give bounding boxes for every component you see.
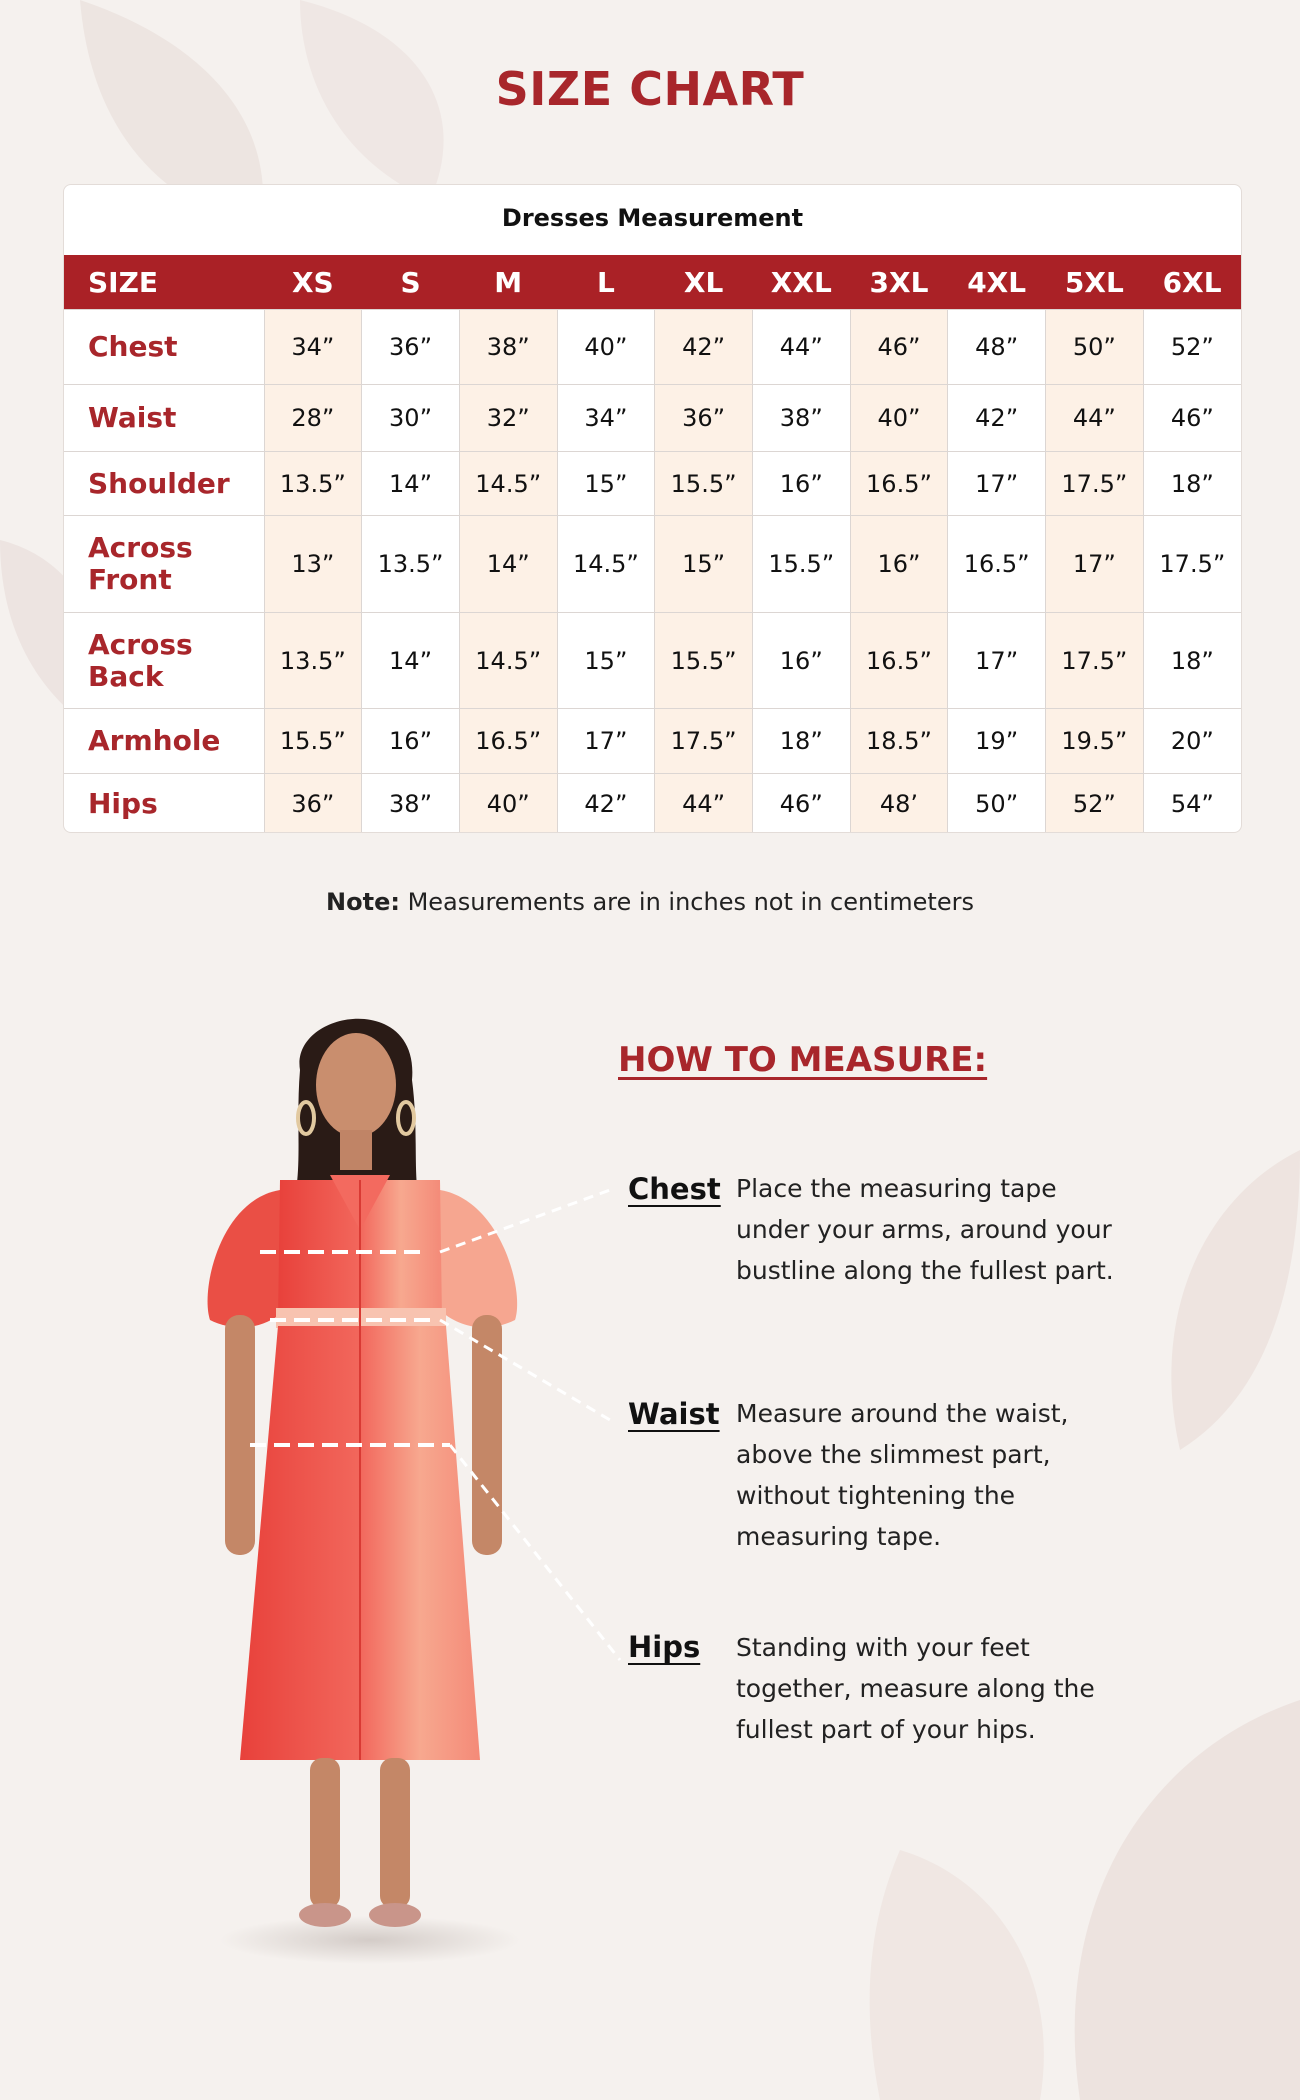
chest-line: Place the measuring tape — [736, 1174, 1057, 1203]
measurement-cell: 38” — [362, 774, 460, 834]
hips-description — [736, 1627, 1156, 1750]
size-header-l: L — [557, 255, 655, 310]
waist-line: without tightening the — [736, 1481, 1016, 1510]
measurement-cell: 46” — [850, 310, 948, 385]
measurement-cell: 20” — [1143, 709, 1241, 774]
measurement-cell: 34” — [264, 310, 362, 385]
measurement-cell: 18” — [1143, 613, 1241, 709]
measurement-row-label: Armhole — [64, 709, 264, 774]
measurement-cell: 15” — [557, 452, 655, 516]
size-table-card — [63, 184, 1242, 833]
hips-line: Standing with your feet — [736, 1633, 1030, 1662]
measurement-cell: 44” — [1046, 385, 1144, 452]
measurement-cell: 16.5” — [948, 516, 1046, 613]
measurement-cell: 17.5” — [1143, 516, 1241, 613]
measurement-cell: 13.5” — [264, 452, 362, 516]
measurement-cell: 18” — [752, 709, 850, 774]
waist-line: measuring tape. — [736, 1522, 942, 1551]
chest-line: bustline along the fullest part. — [736, 1256, 1114, 1285]
measurement-cell: 14” — [362, 452, 460, 516]
measurement-cell: 42” — [655, 310, 753, 385]
measurement-cell: 50” — [948, 774, 1046, 834]
size-header-xl: XL — [655, 255, 753, 310]
measurement-cell: 13.5” — [264, 613, 362, 709]
measurement-row — [64, 709, 1241, 774]
measurement-cell: 19.5” — [1046, 709, 1144, 774]
measurement-cell: 16” — [752, 613, 850, 709]
measurement-cell: 44” — [655, 774, 753, 834]
measurement-cell: 17.5” — [655, 709, 753, 774]
measurement-row-label — [64, 613, 264, 709]
measurement-cell: 38” — [752, 385, 850, 452]
measurement-cell: 13.5” — [362, 516, 460, 613]
chest-label: Chest — [628, 1172, 721, 1206]
waist-line: above the slimmest part, — [736, 1440, 1051, 1469]
measurement-cell: 46” — [1143, 385, 1241, 452]
measurement-row-label: Chest — [64, 310, 264, 385]
size-header-xxl: XXL — [752, 255, 850, 310]
measurement-row — [64, 452, 1241, 516]
row-label-line: Front — [88, 563, 172, 596]
measurement-cell: 50” — [1046, 310, 1144, 385]
note-text: Measurements are in inches not in centimeters — [399, 888, 974, 916]
measurement-cell: 52” — [1046, 774, 1144, 834]
measurement-cell: 16.5” — [850, 452, 948, 516]
measurement-cell: 14.5” — [459, 452, 557, 516]
measurement-cell: 17” — [948, 452, 1046, 516]
waist-line: Measure around the waist, — [736, 1399, 1069, 1428]
measurement-cell: 15” — [557, 613, 655, 709]
measurement-cell: 17” — [557, 709, 655, 774]
measurement-cell: 14” — [459, 516, 557, 613]
measurement-cell: 28” — [264, 385, 362, 452]
row-label-line: Across — [88, 531, 193, 564]
size-header-3xl: 3XL — [850, 255, 948, 310]
measurement-cell: 42” — [948, 385, 1046, 452]
measurement-row-label — [64, 516, 264, 613]
measurement-cell: 40” — [557, 310, 655, 385]
measurement-cell: 36” — [264, 774, 362, 834]
hips-line: together, measure along the — [736, 1674, 1095, 1703]
measurement-cell: 48’ — [850, 774, 948, 834]
measurement-cell: 15.5” — [752, 516, 850, 613]
measurement-cell: 13” — [264, 516, 362, 613]
measurement-cell: 18” — [1143, 452, 1241, 516]
measurement-cell: 40” — [459, 774, 557, 834]
measurement-row-label: Waist — [64, 385, 264, 452]
row-label-line: Back — [88, 659, 164, 693]
measurement-cell: 16.5” — [459, 709, 557, 774]
measurement-cell: 32” — [459, 385, 557, 452]
measurement-cell: 19” — [948, 709, 1046, 774]
measurement-cell: 44” — [752, 310, 850, 385]
measurement-cell: 17” — [948, 613, 1046, 709]
row-label-line: Across — [88, 627, 193, 661]
how-to-measure-heading: HOW TO MEASURE: — [618, 1040, 988, 1080]
waist-label: Waist — [628, 1397, 720, 1431]
measurement-note — [0, 888, 1300, 916]
measurement-cell: 48” — [948, 310, 1046, 385]
measurement-cell: 15.5” — [655, 613, 753, 709]
measurement-cell: 42” — [557, 774, 655, 834]
measurement-row-label: Hips — [64, 774, 264, 834]
measurement-cell: 38” — [459, 310, 557, 385]
size-header-4xl: 4XL — [948, 255, 1046, 310]
table-caption: Dresses Measurement — [501, 204, 804, 232]
waist-description — [736, 1393, 1156, 1557]
measurement-cell: 16” — [850, 516, 948, 613]
measurement-cell: 34” — [557, 385, 655, 452]
measurement-row — [64, 385, 1241, 452]
size-header-xs: XS — [264, 255, 362, 310]
size-header-6xl: 6XL — [1143, 255, 1241, 310]
measurement-row — [64, 310, 1241, 385]
measurement-cell: 52” — [1143, 310, 1241, 385]
measurement-cell: 15.5” — [655, 452, 753, 516]
measurement-cell: 16” — [752, 452, 850, 516]
measurement-cell: 17” — [1046, 516, 1144, 613]
size-header-5xl: 5XL — [1046, 255, 1144, 310]
model-photo — [180, 990, 560, 1970]
size-table — [64, 255, 1241, 833]
measurement-row — [64, 774, 1241, 834]
measurement-row — [64, 516, 1241, 613]
size-column-header: SIZE — [64, 255, 264, 310]
size-header-row — [64, 255, 1241, 310]
measurement-cell: 15.5” — [264, 709, 362, 774]
measurement-cell: 15” — [655, 516, 753, 613]
note-label: Note: — [326, 888, 400, 916]
hips-label: Hips — [628, 1630, 701, 1664]
measurement-cell: 30” — [362, 385, 460, 452]
chest-description — [736, 1168, 1156, 1291]
measurement-cell: 14” — [362, 613, 460, 709]
size-header-m: M — [459, 255, 557, 310]
measurement-cell: 54” — [1143, 774, 1241, 834]
page-title: SIZE CHART — [495, 62, 805, 116]
measurement-cell: 36” — [362, 310, 460, 385]
measurement-row — [64, 613, 1241, 709]
size-header-s: S — [362, 255, 460, 310]
measurement-cell: 17.5” — [1046, 613, 1144, 709]
measurement-cell: 16” — [362, 709, 460, 774]
measurement-cell: 18.5” — [850, 709, 948, 774]
measurement-cell: 36” — [655, 385, 753, 452]
measurement-cell: 16.5” — [850, 613, 948, 709]
measurement-cell: 46” — [752, 774, 850, 834]
chest-line: under your arms, around your — [736, 1215, 1112, 1244]
measurement-cell: 14.5” — [459, 613, 557, 709]
measurement-cell: 14.5” — [557, 516, 655, 613]
measurement-row-label: Shoulder — [64, 452, 264, 516]
measurement-cell: 40” — [850, 385, 948, 452]
hips-line: fullest part of your hips. — [736, 1715, 1036, 1744]
measurement-cell: 17.5” — [1046, 452, 1144, 516]
